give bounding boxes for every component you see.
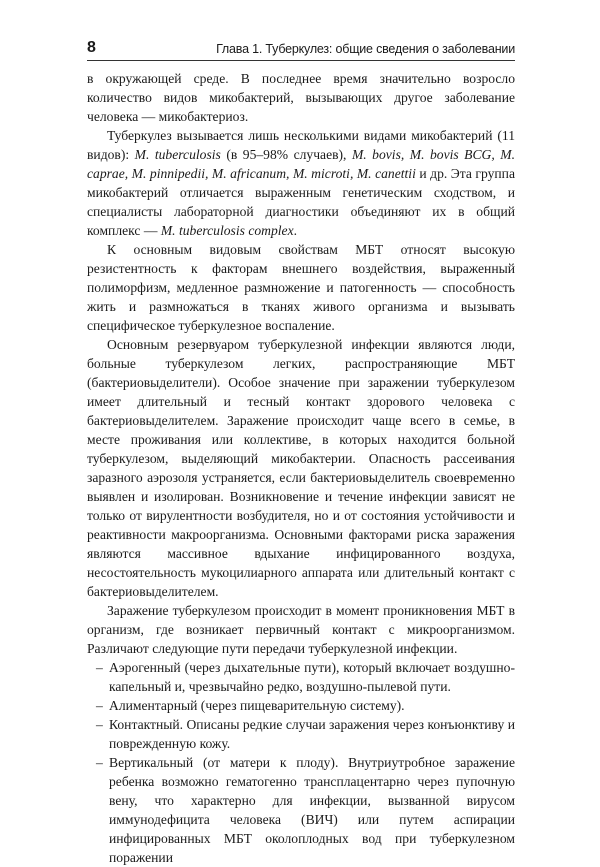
text-run: (в 95–98% случаев), — [220, 147, 352, 162]
list-item — [87, 753, 515, 867]
chapter-title: Глава 1. Туберкулез: общие сведения о заболевании — [216, 42, 515, 56]
running-header — [87, 40, 515, 61]
list-dash: – — [96, 717, 103, 732]
text-run: . — [293, 223, 298, 238]
text-run: Туберкулез вызывается лишь несколькими видами микобактерий (11 видов): — [87, 128, 515, 162]
paragraph-species — [87, 126, 515, 240]
species-italic: M. tuberculosis — [134, 147, 221, 162]
page-number: 8 — [87, 39, 96, 56]
list-item — [87, 715, 515, 753]
complex-italic: M. tuberculosis complex — [160, 223, 294, 238]
list-dash: – — [96, 755, 103, 770]
paragraph-reservoir: Основным резервуаром туберкулезной инфекции являются люди, больные туберкулезом легких, распространяющие МБТ (бактериовыделители). Особое значение при заражении туберкулезом имеет длительный и тесный контакт здорового человека с бактериовыделителем. Заражение происходит чаще всего в семье, в месте проживания или коллективе, в которых находится больной туберкулезом, выделяющий микобактерии. Опасность рассеивания заразного аэрозоля устраняется, если бактериовыделитель своевременно выявлен и изолирован. Возникновение и течение инфекции зависят не только от вирулентности возбудителя, но и от состояния устойчивости и реактивности макроорганизма. Основными факторами риска заражения являются массивное вдыхание инфицированного воздуха, несостоятельность мукоцилиарного аппарата или длительный контакт с бактериовыделителем. — [87, 337, 515, 599]
list-item-text: Аэрогенный (через дыхательные пути), который включает воздушно-капельный и, чрезвычайно редко, воздушно-пылевой пути. — [109, 660, 515, 694]
transmission-list — [87, 658, 515, 867]
species-list-italic: M. bovis, M. bovis BCG, M. caprae, M. pinnipedii, M. africanum, M. microti, M. canettii — [87, 147, 515, 181]
list-item-text: Вертикальный (от матери к плоду). Внутриутробное заражение ребенка возможно гематогенно трансплацентарно через пупочную вену, что характерно для инфекции, вызванной вирусом иммунодефицита человека (ВИЧ) или путем аспирации инфицированных МБТ околоплодных вод при туберкулезном поражении — [109, 755, 515, 865]
page-body — [87, 69, 515, 867]
list-item — [87, 658, 515, 696]
list-dash: – — [96, 698, 103, 713]
paragraph-continuation: в окружающей среде. В последнее время значительно возросло количество видов микобактерий, вызывающих другое заболевание человека — микобактериоз. — [87, 71, 515, 124]
list-item-text: Алиментарный (через пищеварительную систему). — [109, 698, 405, 713]
list-item-text: Контактный. Описаны редкие случаи заражения через конъюнктиву и поврежденную кожу. — [109, 717, 515, 751]
list-item — [87, 696, 515, 715]
paragraph-properties: К основным видовым свойствам МБТ относят высокую резистентность к факторам внешнего воздействия, выраженный полиморфизм, медленное размножение и патогенность — способность жить и размножаться в тканях живого организма и вызывать специфическое туберкулезное воспаление. — [87, 242, 515, 333]
list-dash: – — [96, 660, 103, 675]
text-run: и др. Эта группа микобактерий отличается выраженным генетическим сходством, и специалисты лабораторной диагностики объединяют их в общий комплекс — — [87, 166, 515, 238]
paragraph-infection: Заражение туберкулезом происходит в момент проникновения МБТ в организм, где возникает первичный контакт с микроорганизмом. Различают следующие пути передачи туберкулезной инфекции. — [87, 603, 515, 656]
book-page — [87, 40, 515, 867]
